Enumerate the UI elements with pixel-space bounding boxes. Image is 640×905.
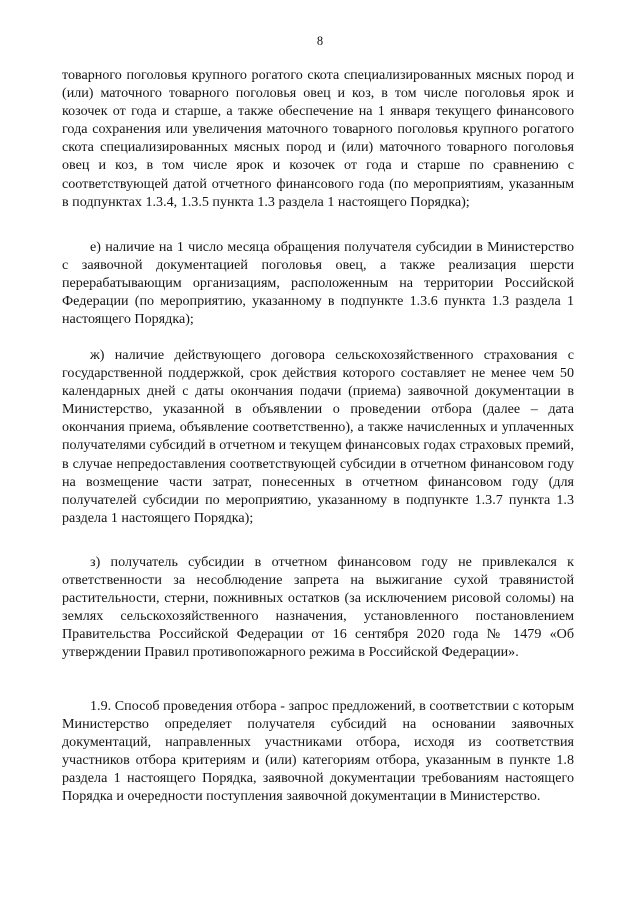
page-number: 8 [316,34,324,48]
paragraph-continuation: товарного поголовья крупного рогатого скота специализированных мясных пород и (или) маточного товарного поголовья овец и коз, в том числе поголовья ярок и козочек от года и старше, а также обеспечение на 1 января текущего финансового года сохранения или увеличения маточного товарного поголовья крупного рогатого скота специализированных мясных пород и (или) маточного товарного поголовья овец и коз, в том числе ярок и козочек от года и старше по сравнению с соответствующей датой отчетного финансового года (по мероприятиям, указанным в подпунктах 1.3.4, 1.3.5 пункта 1.3 раздела 1 настоящего Порядка); [62,67,574,210]
paragraph-item-z: з) получатель субсидии в отчетном финансовом году не привлекался к ответственности за несоблюдение запрета на выжигание сухой травянистой растительности, стерни, пожнивных остатков (за исключением рисовой соломы) на землях сельскохозяйственного назначения, установленного постановлением Правительства Российской Федерации от 16 сентября 2020 года № 1479 «Об утверждении Правил противопожарного режима в Российской Федерации». [62,554,574,661]
paragraph-item-zh: ж) наличие действующего договора сельскохозяйственного страхования с государственной поддержкой, срок действия которого составляет не менее чем 50 календарных дней с даты окончания подачи (приема) заявочной документации в Министерство, указанной в объявлении о проведении отбора (далее – дата окончания приема, объявление соответственно), а также начисленных и уплаченных получателями субсидий в отчетном и текущем финансовых годах страховых премий, в случае непредоставления соответствующей субсидии в отчетном финансовом году на возмещение части затрат, понесенных в отчетном финансовом году (для получателей субсидии по мероприятию, указанному в подпункте 1.3.7 пункта 1.3 раздела 1 настоящего Порядка); [62,347,574,526]
paragraph-item-e: е) наличие на 1 число месяца обращения получателя субсидии в Министерство с заявочной документацией поголовья овец, а также реализация шерсти перерабатывающим организациям, расположенным на территории Российской Федерации (по мероприятию, указанному в подпункте 1.3.6 пункта 1.3 раздела 1 настоящего Порядка); [62,239,574,328]
paragraph-section-1-9: 1.9. Способ проведения отбора - запрос предложений, в соответствии с которым Министерство определяет получателя субсидий на основании заявочных документаций, направленных участниками отбора, исходя из соответствия участников отбора критериям и (или) категориям отбора, указанным в пункте 1.8 раздела 1 настоящего Порядка, заявочной документации требованиям настоящего Порядка и очередности поступления заявочной документации в Министерство. [62,698,574,805]
